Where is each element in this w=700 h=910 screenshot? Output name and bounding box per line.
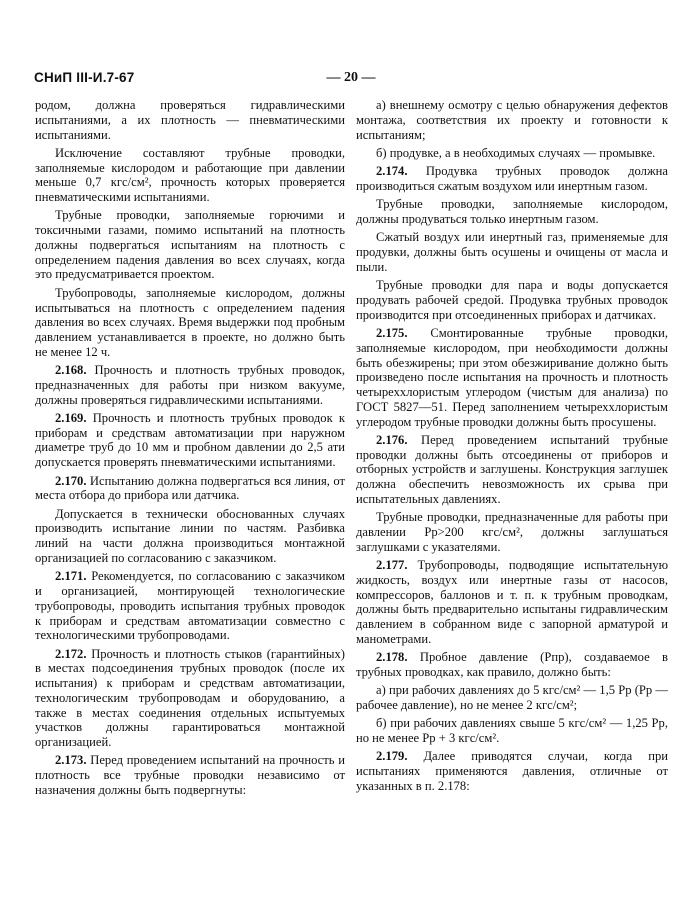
paragraph-text: Далее приводятся случаи, когда при испытаниях применяются давления, отличные от указанных в п. 2.178:	[356, 749, 668, 793]
paragraph-text: родом, должна проверяться гидравлическими испытаниями, а их плотность — пневматическими испытаниями.	[35, 98, 345, 142]
paragraph-text: а) при рабочих давлениях до 5 кгс/см² — 1,5 Pр (Pр — рабочее давление), но не менее 2 кгс/см²;	[356, 683, 668, 713]
paragraph-text: Перед проведением испытаний трубные проводки должны быть отсоединены от приборов и отборных устройств и заглушены. Конструкция заглушек должна обеспечить невозможность их срыва при испытательных давлениях.	[356, 432, 668, 506]
paragraph-text: Трубопроводы, заполняемые кислородом, должны испытываться на плотность с определением падения давления во всех случаях. Время выдержки под пробным давлением устанавливается в проекте, но должно быть не менее 12 ч.	[35, 285, 345, 359]
right-column	[356, 98, 668, 797]
paragraph-text: Допускается в технически обоснованных случаях производить испытание линии по частям. Разбивка линий на части должна производиться монтажной организацией по согласованию с заказчиком.	[35, 506, 345, 565]
clause-number: 2.177.	[376, 558, 408, 573]
document-code: СНиП III-И.7-67	[34, 70, 135, 85]
clause-number: 2.173.	[55, 753, 87, 768]
clause-number: 2.174.	[376, 164, 408, 179]
paragraph	[356, 558, 668, 647]
paragraph	[356, 510, 668, 554]
paragraph	[35, 146, 345, 205]
paragraph	[356, 278, 668, 322]
paragraph	[35, 411, 345, 470]
paragraph	[356, 146, 668, 161]
paragraph-text: Исключение составляют трубные проводки, заполняемые кислородом и работающие при давлении меньше 0,7 кгс/см², прочность которых проверяется пневматическими испытаниями.	[35, 145, 345, 205]
clause-number: 2.171.	[55, 569, 87, 584]
paragraph	[35, 569, 345, 643]
paragraph	[356, 749, 668, 793]
paragraph-text: Прочность и плотность трубных проводок, предназначенных для работы при низком вакууме, должны проверяться гидравлическими испытаниями.	[35, 363, 345, 407]
paragraph	[356, 683, 668, 713]
paragraph-text: Пробное давление (Pпр), создаваемое в трубных проводках, как правило, должно быть:	[356, 650, 668, 679]
paragraph-text: Испытанию должна подвергаться вся линия, от места отбора до прибора или датчика.	[35, 473, 345, 503]
paragraph-text: Перед проведением испытаний на прочность и плотность все трубные проводки независимо от назначения должны быть подвергнуты:	[35, 753, 345, 797]
clause-number: 2.169.	[55, 410, 87, 425]
clause-number: 2.168.	[55, 363, 87, 378]
paragraph-text: Трубные проводки, предназначенные для работы при давлении Pр>200 кгс/см², должны заглушаться заглушками с указателями.	[356, 510, 668, 554]
clause-number: 2.175.	[376, 326, 408, 341]
paragraph	[35, 208, 345, 282]
paragraph	[35, 363, 345, 407]
paragraph-text: Трубные проводки, заполняемые горючими и токсичными газами, помимо испытаний на плотность должны подвергаться испытаниям на плотность с определением падения давления во всех случаях, когда это предусматривается проектом.	[35, 208, 345, 282]
clause-number: 2.176.	[376, 432, 408, 447]
paragraph	[356, 197, 668, 227]
paragraph-text: Прочность и плотность стыков (гарантийных) в местах подсоединения трубных проводок (после их испытания) к приборам и средствам автоматизации, технологическим трубопроводам и оборудованию, а также в местах соединения отдельных испытуемых участков должны гарантироваться монтажной организацией.	[35, 646, 345, 750]
clause-number: 2.172.	[55, 646, 87, 661]
paragraph-text: Продувка трубных проводок должна производиться сжатым воздухом или инертным газом.	[356, 164, 668, 193]
paragraph-text: Трубные проводки для пара и воды допускается продувать рабочей средой. Продувка трубных проводок производится при отсоединенных приборах и датчиках.	[356, 278, 668, 322]
clause-number: 2.178.	[376, 650, 408, 665]
paragraph	[356, 326, 668, 429]
paragraph-text: а) внешнему осмотру с целью обнаружения дефектов монтажа, соответствия их проекту и готовности к испытаниям;	[356, 98, 668, 142]
paragraph	[35, 474, 345, 504]
paragraph-text: Смонтированные трубные проводки, заполняемые кислородом, при необходимости должны быть обезжирены; при этом обезжиривание должно быть произведено после испытания на прочность и плотность четыреххлористым углеродом (чистым для анализа) по ГОСТ 5827—51. Перед заполнением четыреххлористым углеродом трубные проводки должны быть просушены.	[356, 326, 668, 429]
paragraph	[356, 164, 668, 194]
paragraph	[35, 98, 345, 142]
clause-number: 2.179.	[376, 749, 408, 764]
paragraph	[35, 647, 345, 750]
paragraph	[356, 433, 668, 507]
left-column	[35, 98, 345, 801]
paragraph	[35, 507, 345, 566]
clause-number: 2.170.	[55, 473, 87, 488]
paragraph-text: б) при рабочих давлениях свыше 5 кгс/см² — 1,25 Pр, но не менее Pр + 3 кгс/см².	[356, 716, 668, 746]
paragraph	[356, 716, 668, 746]
page-number: — 20 —	[326, 70, 376, 85]
paragraph	[356, 230, 668, 274]
paragraph	[35, 286, 345, 360]
paragraph-text: Рекомендуется, по согласованию с заказчиком и организацией, монтирующей технологические трубопроводы, проводить испытания трубных проводок к приборам и средствам автоматизации совместно с технологическими трубопроводами.	[35, 569, 345, 643]
paragraph	[356, 98, 668, 142]
paragraph	[35, 753, 345, 797]
paragraph-text: б) продувке, а в необходимых случаях — промывке.	[376, 145, 656, 160]
paragraph-text: Трубопроводы, подводящие испытательную жидкость, воздух или инертные газы от насосов, компрессоров, баллонов и т. п. к трубным проводкам, должны быть предварительно испытаны гидравлическим давлением в собранном виде с запорной арматурой и манометрами.	[356, 558, 668, 646]
paragraph-text: Прочность и плотность трубных проводок к приборам и средствам автоматизации при наружном диаметре труб до 10 мм и пробном давлении до 2,5 ати допускается проверять пневматическими испытаниями.	[35, 410, 345, 470]
paragraph	[356, 650, 668, 680]
paragraph-text: Сжатый воздух или инертный газ, применяемые для продувки, должны быть осушены и очищены от масла и пыли.	[356, 230, 668, 274]
paragraph-text: Трубные проводки, заполняемые кислородом, должны продуваться только инертным газом.	[356, 197, 668, 227]
